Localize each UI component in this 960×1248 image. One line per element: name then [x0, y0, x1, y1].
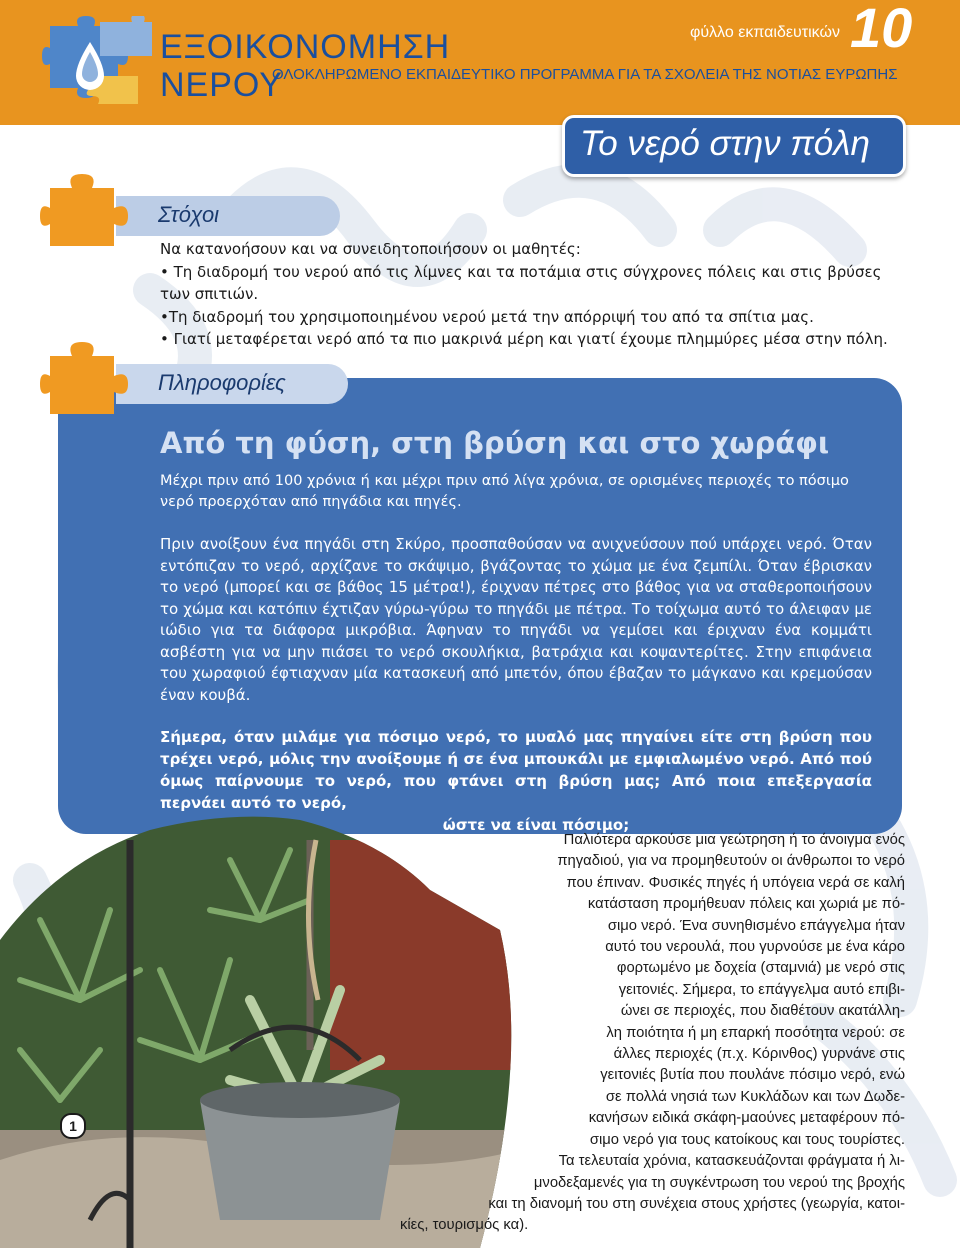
puzzle-piece-icon: [40, 342, 130, 422]
side-text-line: κίες, τουρισμός κα).: [400, 1217, 529, 1234]
side-text-line: Παλιότερα αρκούσε μια γεώτρηση ή το άνοιγμα ενός: [563, 832, 905, 848]
side-text-line: άλλες περιοχές (π.χ. Κόρινθος) γυρνάνε στις: [613, 1046, 905, 1063]
info-body: Πριν ανοίξουν ένα πηγάδι στη Σκύρο, προσπαθούσαν να ανιχνεύσουν πού υπάρχει νερό. Όταν εντόπιζαν το νερό, αρχίζανε το σκάψιμο, βγάζοντας το χώμα με ένα ζεμπίλι. Όταν έβρισκαν το νερό (μπορεί και σε βάθος 15 μέτρα!), έριχναν πέτρες στο βάθος για να σταθεροποιήσουν το χώμα και κατόπιν έχτιζαν γύρω-γύρω το πηγάδι με πέτρα. Το τοίχωμα αυτό το άλειφαν με ιώδιο για τα διάφορα μικρόβια. Άφηναν το πηγάδι να γεμίσει και έριχναν ένα κομμάτι ασβέστη για να μην πιάσει το νερό σκουλήκια, βατράχια και κοψαντερίτες. Στην επιφάνεια του χωραφιού έφτιαχναν μία κατασκευή από μπετόν, όπου έβαζαν το μάγκανο και κρεμούσαν έναν κουβά.: [160, 535, 872, 704]
side-text-line: σιμο νερό για τους κατοίκους και τους τουρίστες.: [589, 1131, 905, 1148]
goals-line: • Τη διαδρομή του νερού από τις λίμνες και τα ποτάμια στις σύγχρονες πόλεις και στις βρύσες: [160, 262, 882, 281]
program-title-line2: ΝΕΡΟΥ: [160, 66, 283, 104]
side-text-line: κανήσων ειδικά σκάφη-μαούνες μεταφέρουν πό-: [588, 1110, 905, 1127]
side-text-line: μνοδεξαμενές για τη συγκέντρωση του νερού της βροχής: [533, 1174, 905, 1191]
side-text-line: αυτό του νερουλά, που γυρνούσε με ένα κάρο: [605, 939, 905, 956]
puzzle-water-drop-logo: [42, 16, 152, 108]
side-text-line: γειτονιές. Σήμερα, το επάγγελμα αυτό επιβι-: [618, 981, 905, 998]
info-intro: Μέχρι πριν από 100 χρόνια ή και μέχρι πριν από λίγα χρόνια, σε ορισμένες περιοχές το πόσιμο νερό προερχόταν από πηγάδια και πηγές.: [160, 473, 849, 510]
goals-line: • Γιατί μεταφέρεται νερό από τα πιο μακρινά μέρη και γιατί έχουμε πλημμύρες μέσα στην πόλη.: [160, 330, 888, 348]
puzzle-piece-icon: [40, 174, 130, 254]
goals-line: των σπιτιών.: [160, 285, 259, 303]
side-text-line: γειτονιές βυτία που πουλάνε πόσιμο νερό, ενώ: [600, 1067, 905, 1084]
side-text-line: λη ποιότητα ή μη επαρκή ποσότητα νερού: σε: [606, 1024, 905, 1041]
goals-line: Να κατανοήσουν και να συνειδητοποιήσουν οι μαθητές:: [160, 240, 581, 258]
goals-label-bar: [116, 196, 340, 236]
side-text-line: πηγαδιού, για να προμηθευτούν οι άνθρωποι το νερό: [557, 853, 905, 870]
side-text-line: και τη διανομή του στη συνέχεια στους χρήστες (γεωργία, κατοι-: [488, 1195, 905, 1212]
goals-list: [160, 238, 890, 351]
side-text-line: Τα τελευταία χρόνια, κατασκευάζονται φράγματα ή λι-: [558, 1153, 905, 1170]
side-text-line: κατάσταση προμήθευαν πόλεις και χωριά με πό-: [587, 896, 905, 913]
side-text-line: ώνει σε περιοχές, που διαθέτουν ακατάλλη-: [620, 1003, 905, 1020]
goals-line: •Τη διαδρομή του χρησιμοποιημένου νερού μετά την απόρριψή του από τα σπίτια μας.: [160, 307, 814, 326]
side-text: [400, 830, 905, 1237]
photo-number-badge: 1: [60, 1113, 86, 1139]
program-title-line1: ΕΞΟΙΚΟΝΟΜΗΣΗ: [160, 28, 451, 66]
side-text-line: που έπιναν. Φυσικές πηγές ή υπόγεια νερά σε καλή: [566, 874, 905, 891]
info-heading: Από τη φύση, στη βρύση και στο χωράφι: [160, 426, 830, 460]
side-text-line: φορτωμένο με δοχεία (σταμνιά) με νερό στις: [616, 960, 905, 977]
side-text-line: σε πολλά νησιά των Κυκλάδων και των Δωδε-: [605, 1088, 905, 1105]
side-text-line: σιμο νερό. Ένα συνηθισμένο επάγγελμα ήταν: [607, 917, 905, 934]
program-subtitle: ΟΛΟΚΛΗΡΩΜΕΝΟ ΕΚΠΑΙΔΕΥΤΙΚΟ ΠΡΟΓΡΑΜΜΑ ΓΙΑ ΤΑ ΣΧΟΛΕΙΑ ΤΗΣ ΝΟΤΙΑΣ ΕΥΡΩΠΗΣ: [272, 66, 898, 83]
info-question-text: Σήμερα, όταν μιλάμε για πόσιμο νερό, το μυαλό μας πηγαίνει είτε στη βρύση που τρέχει νερό, μόλις την ανοίξουμε ή σε ένα μπουκάλι με εμφιαλωμένο νερό. Από πού όμως παίρνουμε το νερό, που φτάνει στη βρύση μας; Από ποια επεξεργασία περνάει αυτό το νερό,: [160, 728, 872, 812]
sheet-number: 10: [850, 0, 913, 59]
info-label: Πληροφορίες: [158, 370, 286, 395]
goals-label: Στόχοι: [158, 202, 220, 227]
info-question-end: ώστε να είναι πόσιμο;: [442, 816, 630, 834]
sheet-label: φύλλο εκπαιδευτικών: [690, 24, 840, 41]
topic-title: Το νερό στην πόλη: [580, 124, 870, 163]
